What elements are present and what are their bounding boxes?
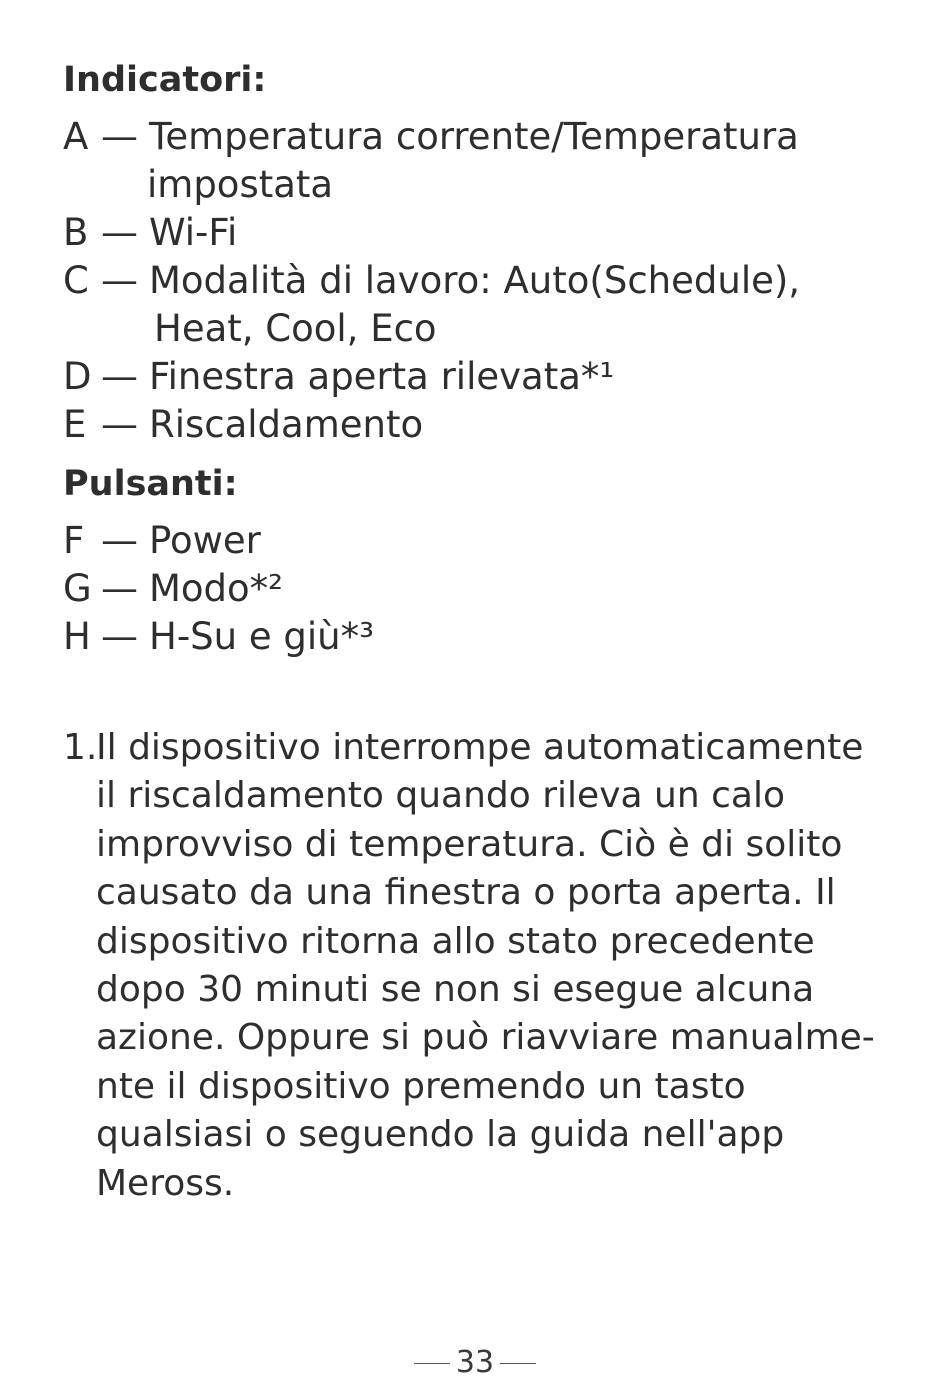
button-separator: —	[101, 567, 138, 610]
buttons-list	[63, 517, 938, 661]
button-item-g	[63, 565, 938, 613]
indicator-label-line: Heat, Cool, Eco	[154, 307, 437, 350]
button-key: G	[63, 567, 92, 610]
indicator-label-line: Wi-Fi	[149, 211, 238, 254]
page-number	[0, 1345, 950, 1381]
indicator-label-line: Finestra aperta rilevata*¹	[149, 355, 615, 398]
button-item-f	[63, 517, 938, 565]
indicator-item-e	[63, 401, 938, 449]
indicator-label-line: Temperatura corrente/Temperatura	[149, 115, 799, 158]
footnote-line: Il dispositivo interrompe automaticamente	[96, 727, 864, 768]
buttons-heading: Pulsanti:	[63, 464, 238, 504]
indicator-key: B	[63, 211, 89, 254]
button-item-h	[63, 613, 938, 661]
indicator-key: D	[63, 355, 92, 398]
footnote-line: dispositivo ritorna allo stato precedente	[96, 920, 815, 962]
footnote-line: dopo 30 minuti se non si esegue alcuna	[96, 969, 815, 1011]
indicator-item-d	[63, 353, 938, 401]
indicator-separator: —	[101, 355, 138, 398]
indicator-separator: —	[101, 211, 138, 254]
indicator-item-a	[63, 113, 938, 209]
footnote-line: Meross.	[96, 1162, 235, 1204]
indicators-list	[63, 113, 938, 449]
indicators-heading: Indicatori:	[63, 60, 267, 100]
indicator-separator: —	[101, 403, 138, 446]
indicator-separator: —	[101, 115, 138, 158]
footnote-line: causato da una finestra o porta aperta. Il	[96, 872, 836, 914]
indicator-key: A	[63, 115, 89, 158]
indicator-key: C	[63, 259, 89, 302]
indicator-label-line: impostata	[147, 163, 334, 206]
button-label-line: Modo*²	[149, 567, 284, 610]
footnote-text	[96, 724, 936, 1208]
button-key: F	[63, 519, 85, 562]
footnote-line: qualsiasi o seguendo la guida nell'app	[96, 1114, 785, 1156]
button-label-line: H-Su e giù*³	[149, 615, 374, 658]
indicator-label-line: Modalità di lavoro: Auto(Schedule),	[149, 259, 801, 302]
page-number-right-dash	[500, 1363, 536, 1364]
footnote	[63, 724, 938, 1208]
button-separator: —	[101, 519, 138, 562]
button-separator: —	[101, 615, 138, 658]
footnote-line: il riscaldamento quando rileva un calo	[96, 775, 785, 817]
button-label-line: Power	[149, 519, 261, 562]
button-key: H	[63, 615, 91, 658]
manual-page	[63, 55, 938, 661]
footnote-number: 1.	[63, 727, 98, 768]
indicator-key: E	[63, 403, 87, 446]
footnote-line: azione. Oppure si può riavviare manualme-	[96, 1017, 875, 1059]
indicator-label-line: Riscaldamento	[149, 403, 424, 446]
indicator-item-c	[63, 257, 938, 353]
page-number-left-dash	[414, 1363, 450, 1364]
indicator-item-b	[63, 209, 938, 257]
footnote-line: nte il dispositivo premendo un tasto	[96, 1065, 746, 1107]
page-number-value: 33	[455, 1345, 495, 1380]
indicator-separator: —	[101, 259, 138, 302]
footnote-line: improvviso di temperatura. Ciò è di solito	[96, 823, 843, 865]
